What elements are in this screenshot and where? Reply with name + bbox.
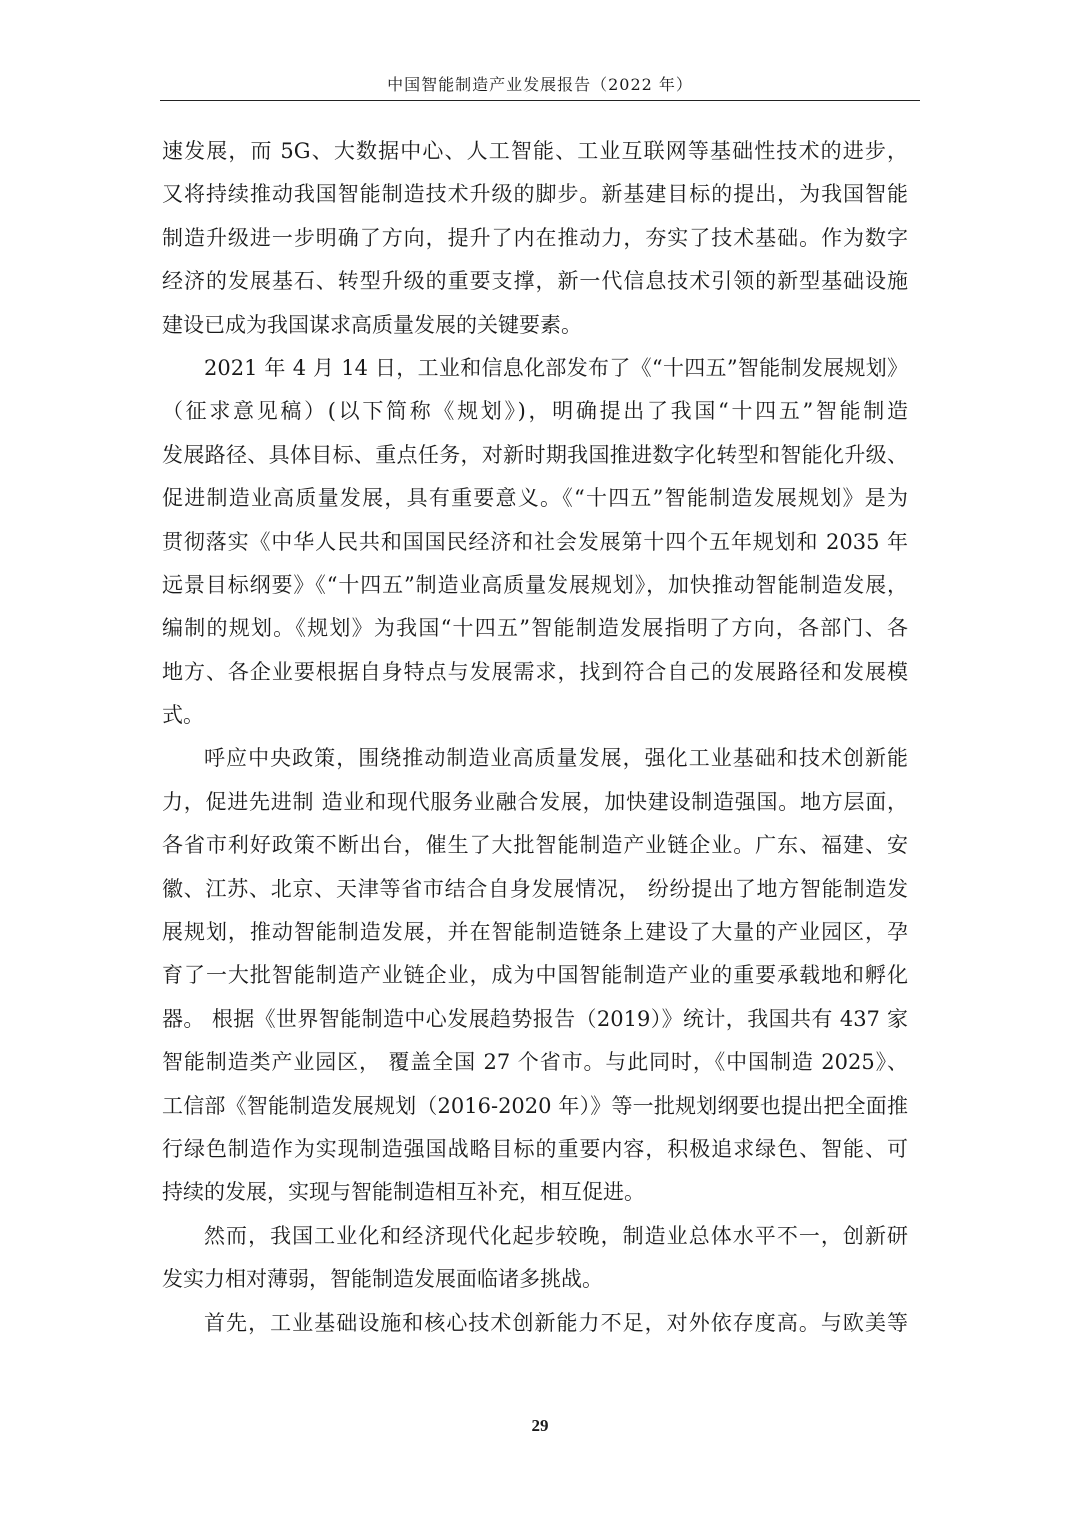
text-line: （征求意见稿）(以下简称《规划》)，明确提出了我国“十四五”智能制造 bbox=[162, 399, 908, 424]
text-line: 智能制造类产业园区， 覆盖全国 27 个省市。与此同时，《中国制造 2025》、 bbox=[162, 1050, 908, 1075]
text-line: 徽、江苏、北京、天津等省市结合自身发展情况， 纷纷提出了地方智能制造发 bbox=[162, 876, 908, 901]
header-rule bbox=[160, 100, 920, 101]
text-line: 工信部《智能制造发展规划（2016-2020 年）》等一批规划纲要也提出把全面推 bbox=[162, 1093, 908, 1118]
text-line: 各省市利好政策不断出台，催生了大批智能制造产业链企业。广东、福建、安 bbox=[162, 833, 908, 858]
text-line: 式。 bbox=[162, 703, 204, 728]
text-line: 速发展，而 5G、大数据中心、人工智能、工业互联网等基础性技术的进步， bbox=[162, 139, 908, 163]
page-number: 29 bbox=[531, 1416, 549, 1435]
text-line: 地方、各企业要根据自身特点与发展需求，找到符合自己的发展路径和发展模 bbox=[162, 659, 908, 684]
text-line: 经济的发展基石、转型升级的重要支撑，新一代信息技术引领的新型基础设施 bbox=[162, 269, 908, 294]
text-line: 力，促进先进制 造业和现代服务业融合发展，加快建设制造强国。地方层面， bbox=[162, 789, 908, 814]
text-line: 器。 根据《世界智能制造中心发展趋势报告（2019）》统计，我国共有 437 家 bbox=[162, 1006, 908, 1031]
text-line: 贯彻落实《中华人民共和国国民经济和社会发展第十四个五年规划和 2035 年 bbox=[162, 529, 908, 554]
text-line: 促进制造业高质量发展，具有重要意义。《“十四五”智能制造发展规划》是为 bbox=[162, 486, 908, 511]
text-line: 编制的规划。《规划》为我国“十四五”智能制造发展指明了方向，各部门、各 bbox=[162, 616, 908, 641]
text-line: 持续的发展，实现与智能制造相互补充，相互促进。 bbox=[162, 1180, 645, 1205]
text-line: 建设已成为我国谋求高质量发展的关键要素。 bbox=[162, 312, 582, 337]
text-line: 首先，工业基础设施和核心技术创新能力不足，对外依存度高。与欧美等 bbox=[204, 1310, 908, 1335]
text-line: 呼应中央政策，围绕推动制造业高质量发展，强化工业基础和技术创新能 bbox=[204, 746, 908, 771]
running-header: 中国智能制造产业发展报告（2022 年） bbox=[387, 75, 693, 94]
text-line: 制造升级进一步明确了方向，提升了内在推动力，夯实了技术基础。作为数字 bbox=[162, 225, 908, 250]
text-line: 发实力相对薄弱，智能制造发展面临诸多挑战。 bbox=[162, 1267, 603, 1292]
text-line: 行绿色制造作为实现制造强国战略目标的重要内容，积极追求绿色、智能、可 bbox=[162, 1136, 908, 1161]
text-line: 2021 年 4 月 14 日，工业和信息化部发布了《“十四五”智能制发展规划》 bbox=[204, 355, 908, 380]
text-line: 又将持续推动我国智能制造技术升级的脚步。新基建目标的提出，为我国智能 bbox=[162, 182, 908, 207]
text-line: 发展路径、具体目标、重点任务，对新时期我国推进数字化转型和智能化升级、 bbox=[162, 442, 908, 467]
body-text bbox=[162, 130, 908, 1345]
text-line: 远景目标纲要》《“十四五”制造业高质量发展规划》，加快推动智能制造发展， bbox=[162, 572, 908, 597]
text-line: 然而，我国工业化和经济现代化起步较晚，制造业总体水平不一，创新研 bbox=[204, 1223, 908, 1248]
text-line: 育了一大批智能制造产业链企业，成为中国智能制造产业的重要承载地和孵化 bbox=[162, 963, 908, 988]
text-line: 展规划，推动智能制造发展，并在智能制造链条上建设了大量的产业园区，孕 bbox=[162, 920, 908, 945]
